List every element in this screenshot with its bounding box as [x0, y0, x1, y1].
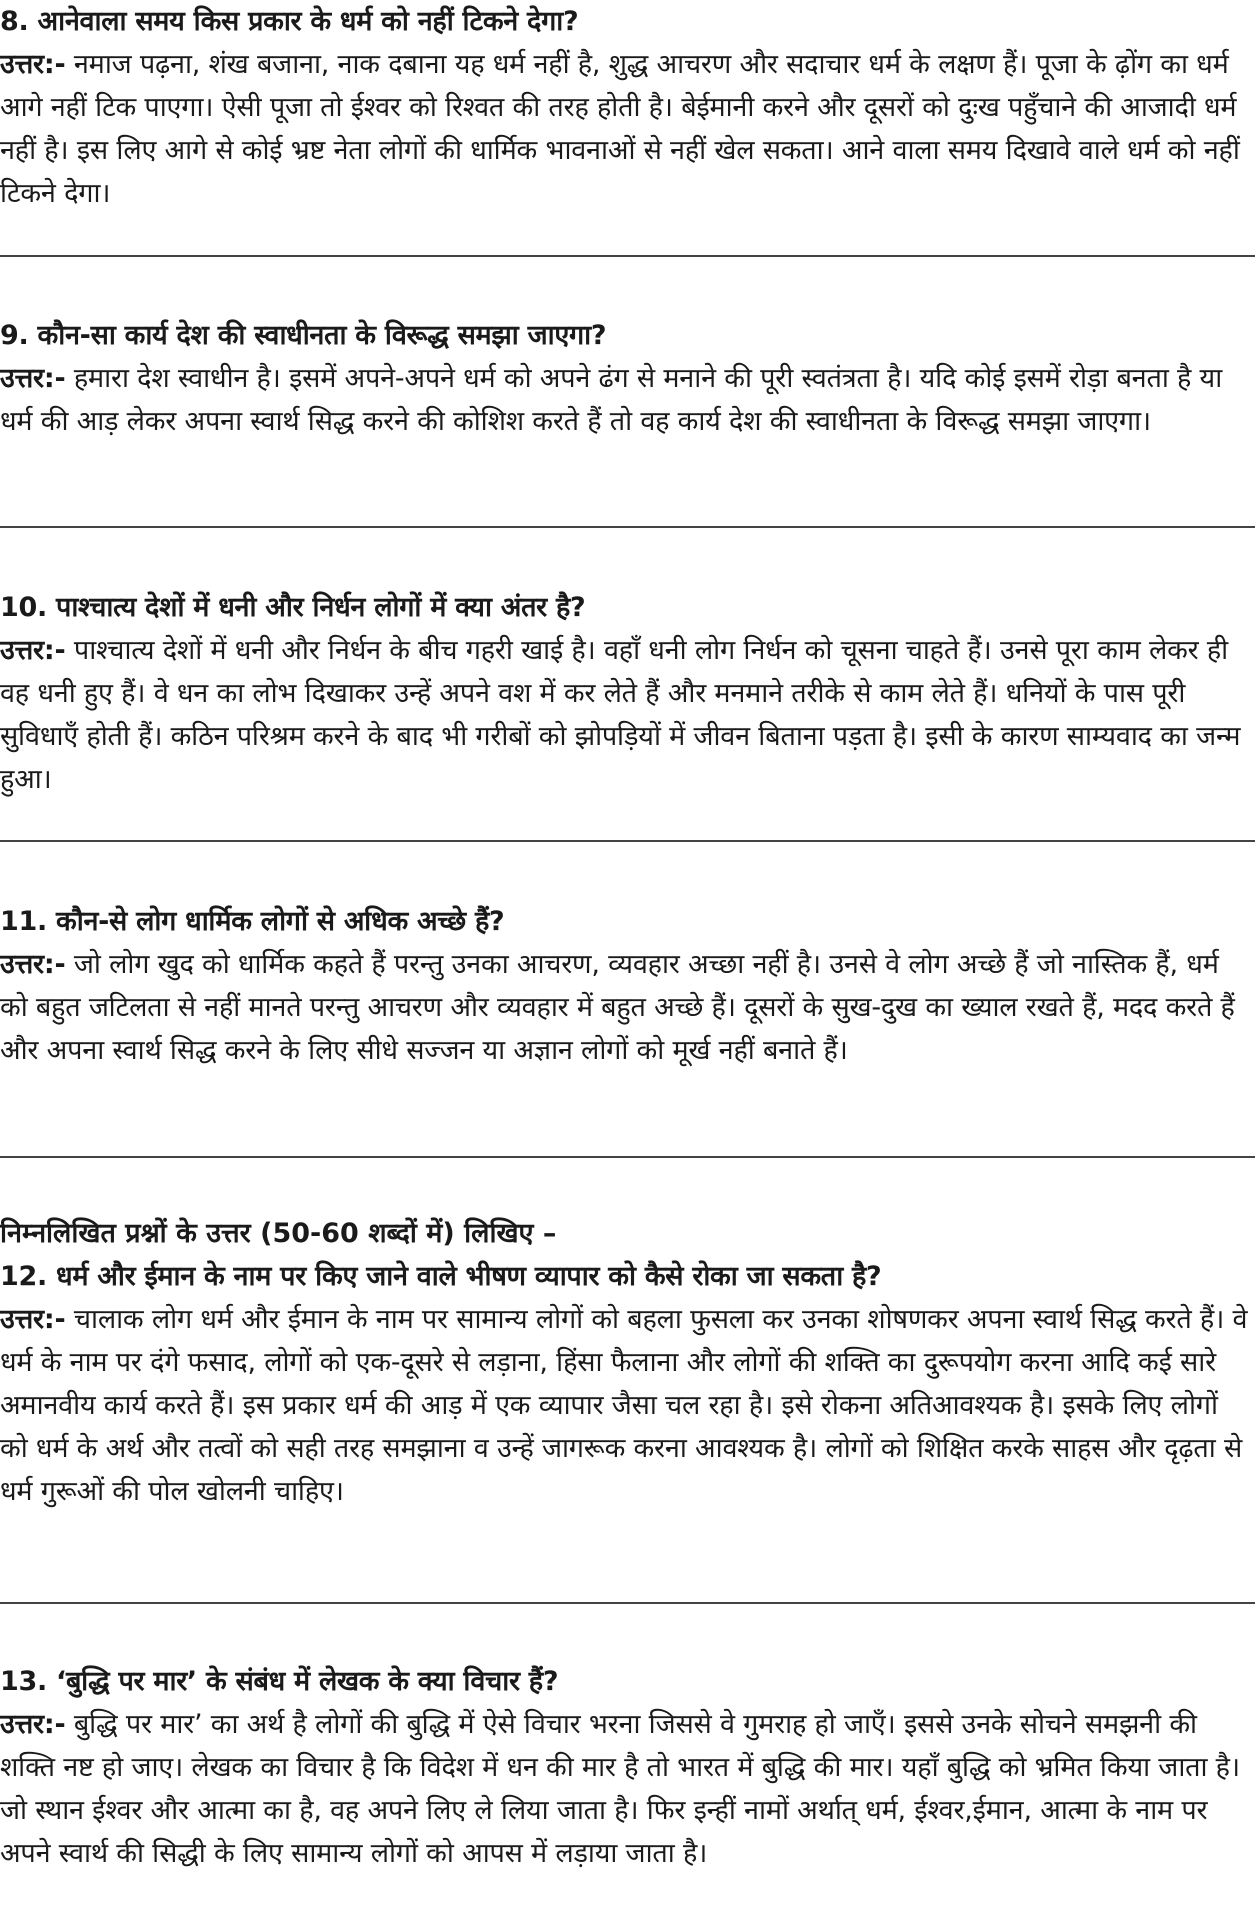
answer-label: उत्तर:- — [0, 49, 66, 80]
qa-block-12 — [0, 1212, 1250, 1513]
answer-9 — [0, 357, 1250, 443]
question-13: 13. ‘बुद्धि पर मार’ के संबंध में लेखक के क्या विचार हैं? — [0, 1666, 559, 1697]
answer-text: चालाक लोग धर्म और ईमान के नाम पर सामान्य लोगों को बहला फुसला कर उनका शोषणकर अपना स्वार्थ सिद्ध करते हैं। वे धर्म के नाम पर दंगे फसाद, लोगों को एक-दूसरे से लड़ाना, हिंसा फैलाना और लोगों की शक्ति का दुरूपयोग करना आदि कई सारे अमानवीय कार्य करते हैं। इस प्रकार धर्म की आड़ में एक व्यापार जैसा चल रहा है। इसे रोकना अतिआवश्यक है। इसके लिए लोगों को धर्म के अर्थ और तत्वों को सही तरह समझाना व उन्हें जागरूक करना आवश्यक है। लोगों को शिक्षित करके साहस और दृढ़ता से धर्म गुरूओं की पोल खोलनी चाहिए। — [0, 1304, 1248, 1507]
answer-text: नमाज पढ़ना, शंख बजाना, नाक दबाना यह धर्म नहीं है, शुद्ध आचरण और सदाचार धर्म के लक्षण हैं। पूजा के ढ़ोंग का धर्म आगे नहीं टिक पाएगा। ऐसी पूजा तो ईश्वर को रिश्वत की तरह होती है। बेईमानी करने और दूसरों को दुःख पहुँचाने की आजादी धर्म नहीं है। इस लिए आगे से कोई भ्रष्ट नेता लोगों की धार्मिक भावनाओं से नहीं खेल सकता। आने वाला समय दिखावे वाले धर्म को नहीं टिकने देगा। — [0, 49, 1240, 209]
qa-block-13 — [0, 1660, 1250, 1875]
divider — [0, 255, 1255, 257]
question-10: 10. पाश्चात्य देशों में धनी और निर्धन लोगों में क्या अंतर है? — [0, 592, 586, 623]
answer-11 — [0, 943, 1250, 1072]
qa-block-8 — [0, 0, 1250, 215]
answer-label: उत्तर:- — [0, 363, 66, 394]
question-8: 8. आनेवाला समय किस प्रकार के धर्म को नहीं टिकने देगा? — [0, 6, 579, 37]
qa-block-9 — [0, 314, 1250, 443]
question-11: 11. कौन-से लोग धार्मिक लोगों से अधिक अच्छे हैं? — [0, 906, 505, 937]
question-12: 12. धर्म और ईमान के नाम पर किए जाने वाले भीषण व्यापार को कैसे रोका जा सकता है? — [0, 1261, 882, 1292]
answer-label: उत्तर:- — [0, 1304, 66, 1335]
answer-label: उत्तर:- — [0, 949, 66, 980]
section-heading: निम्नलिखित प्रश्नों के उत्तर (50-60 शब्दों में) लिखिए – — [0, 1218, 557, 1249]
divider — [0, 526, 1255, 528]
answer-12 — [0, 1298, 1250, 1513]
answer-text: पाश्चात्य देशों में धनी और निर्धन के बीच गहरी खाई है। वहाँ धनी लोग निर्धन को चूसना चाहते हैं। उनसे पूरा काम लेकर ही वह धनी हुए हैं। वे धन का लोभ दिखाकर उन्हें अपने वश में कर लेते हैं और मनमाने तरीके से काम लेते हैं। धनियों के पास पूरी सुविधाएँ होती हैं। कठिन परिश्रम करने के बाद भी गरीबों को झोपड़ियों में जीवन बिताना पड़ता है। इसी के कारण साम्यवाद का जन्म हुआ। — [0, 635, 1241, 795]
answer-text: जो लोग खुद को धार्मिक कहते हैं परन्तु उनका आचरण, व्यवहार अच्छा नहीं है। उनसे वे लोग अच्छे हैं जो नास्तिक हैं, धर्म को बहुत जटिलता से नहीं मानते परन्तु आचरण और व्यवहार में बहुत अच्छे हैं। दूसरों के सुख-दुख का ख्याल रखते हैं, मदद करते हैं और अपना स्वार्थ सिद्ध करने के लिए सीधे सज्जन या अज्ञान लोगों को मूर्ख नहीं बनाते हैं। — [0, 949, 1235, 1066]
divider — [0, 840, 1255, 842]
question-9: 9. कौन-सा कार्य देश की स्वाधीनता के विरूद्ध समझा जाएगा? — [0, 320, 607, 351]
qa-block-11 — [0, 900, 1250, 1072]
qa-block-10 — [0, 586, 1250, 801]
answer-10 — [0, 629, 1250, 801]
divider — [0, 1602, 1255, 1604]
divider — [0, 1156, 1255, 1158]
answer-label: उत्तर:- — [0, 1709, 66, 1740]
answer-13 — [0, 1703, 1250, 1875]
answer-text: हमारा देश स्वाधीन है। इसमें अपने-अपने धर्म को अपने ढंग से मनाने की पूरी स्वतंत्रता है। यदि कोई इसमें रोड़ा बनता है या धर्म की आड़ लेकर अपना स्वार्थ सिद्ध करने की कोशिश करते हैं तो वह कार्य देश की स्वाधीनता के विरूद्ध समझा जाएगा। — [0, 363, 1223, 437]
answer-text: बुद्धि पर मार’ का अर्थ है लोगों की बुद्धि में ऐसे विचार भरना जिससे वे गुमराह हो जाएँ। इससे उनके सोचने समझनी की शक्ति नष्ट हो जाए। लेखक का विचार है कि विदेश में धन की मार है तो भारत में बुद्धि की मार। यहाँ बुद्धि को भ्रमित किया जाता है। जो स्थान ईश्वर और आत्मा का है, वह अपने लिए ले लिया जाता है। फिर इन्हीं नामों अर्थात् धर्म, ईश्वर,ईमान, आत्मा के नाम पर अपने स्वार्थ की सिद्धी के लिए सामान्य लोगों को आपस में लड़ाया जाता है। — [0, 1709, 1240, 1869]
answer-label: उत्तर:- — [0, 635, 66, 666]
answer-8 — [0, 43, 1250, 215]
